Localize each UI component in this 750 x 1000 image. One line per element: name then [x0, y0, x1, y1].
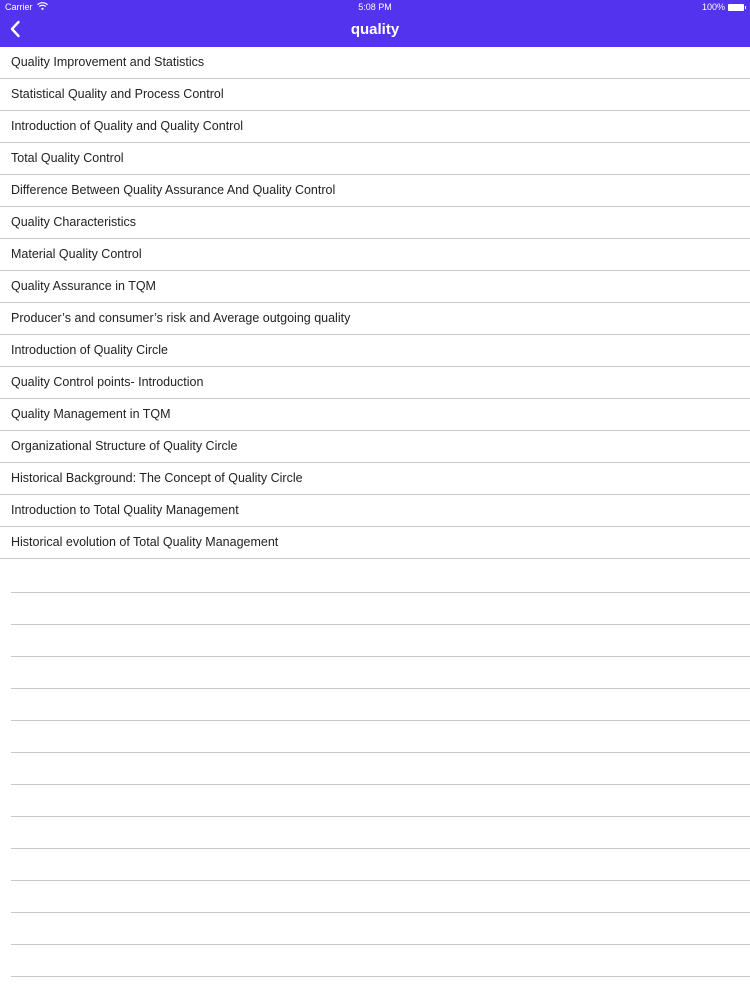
list-item-label: Quality Improvement and Statistics	[11, 55, 205, 69]
empty-row-separator	[11, 561, 750, 593]
empty-row-separator	[11, 689, 750, 721]
list-item-label: Quality Control points- Introduction	[11, 375, 204, 389]
list-item-label: Introduction of Quality and Quality Control	[11, 119, 244, 133]
empty-row-separator	[11, 881, 750, 913]
empty-row-separator	[11, 945, 750, 977]
list-item-label: Quality Characteristics	[11, 215, 137, 229]
top-bar	[0, 0, 750, 47]
list-item-label: Difference Between Quality Assurance And Quality Control	[11, 183, 336, 197]
list-item[interactable]	[0, 143, 750, 175]
list-item-label: Historical evolution of Total Quality Management	[11, 535, 279, 549]
list-item-label: Historical Background: The Concept of Quality Circle	[11, 471, 303, 485]
list-item-label: Quality Assurance in TQM	[11, 279, 156, 293]
empty-row-separator	[11, 721, 750, 753]
list-item-label: Quality Management in TQM	[11, 407, 171, 421]
list-item-label: Introduction of Quality Circle	[11, 343, 169, 357]
empty-list-area	[11, 561, 750, 977]
empty-row-separator	[11, 753, 750, 785]
battery-status	[702, 2, 744, 12]
topic-list	[0, 47, 750, 559]
empty-row-separator	[11, 913, 750, 945]
navigation-bar	[0, 14, 750, 47]
list-item[interactable]	[0, 111, 750, 143]
list-item[interactable]	[0, 495, 750, 527]
status-bar	[0, 0, 750, 14]
list-item[interactable]	[0, 271, 750, 303]
list-item[interactable]	[0, 431, 750, 463]
carrier-label: Carrier	[5, 2, 33, 12]
page-title: quality	[350, 21, 400, 38]
list-item[interactable]	[0, 79, 750, 111]
list-item[interactable]	[0, 463, 750, 495]
list-item[interactable]	[0, 399, 750, 431]
list-item-label: Material Quality Control	[11, 247, 142, 261]
empty-row-separator	[11, 849, 750, 881]
empty-row-separator	[11, 785, 750, 817]
list-item-label: Statistical Quality and Process Control	[11, 87, 224, 101]
list-item-label: Total Quality Control	[11, 151, 124, 165]
list-item[interactable]	[0, 47, 750, 79]
list-item[interactable]	[0, 239, 750, 271]
list-item-label: Producer’s and consumer’s risk and Average outgoing quality	[11, 311, 351, 325]
empty-row-separator	[11, 593, 750, 625]
list-item[interactable]	[0, 367, 750, 399]
empty-row-separator	[11, 625, 750, 657]
list-item-label: Organizational Structure of Quality Circle	[11, 439, 238, 453]
list-item[interactable]	[0, 335, 750, 367]
battery-icon	[728, 4, 744, 11]
list-item[interactable]	[0, 527, 750, 559]
status-time: 5:08 PM	[358, 2, 392, 12]
empty-row-separator	[11, 657, 750, 689]
list-item[interactable]	[0, 303, 750, 335]
list-item[interactable]	[0, 207, 750, 239]
empty-row-separator	[11, 817, 750, 849]
battery-percent: 100%	[701, 2, 725, 12]
list-item[interactable]	[0, 175, 750, 207]
list-item-label: Introduction to Total Quality Management	[11, 503, 239, 517]
